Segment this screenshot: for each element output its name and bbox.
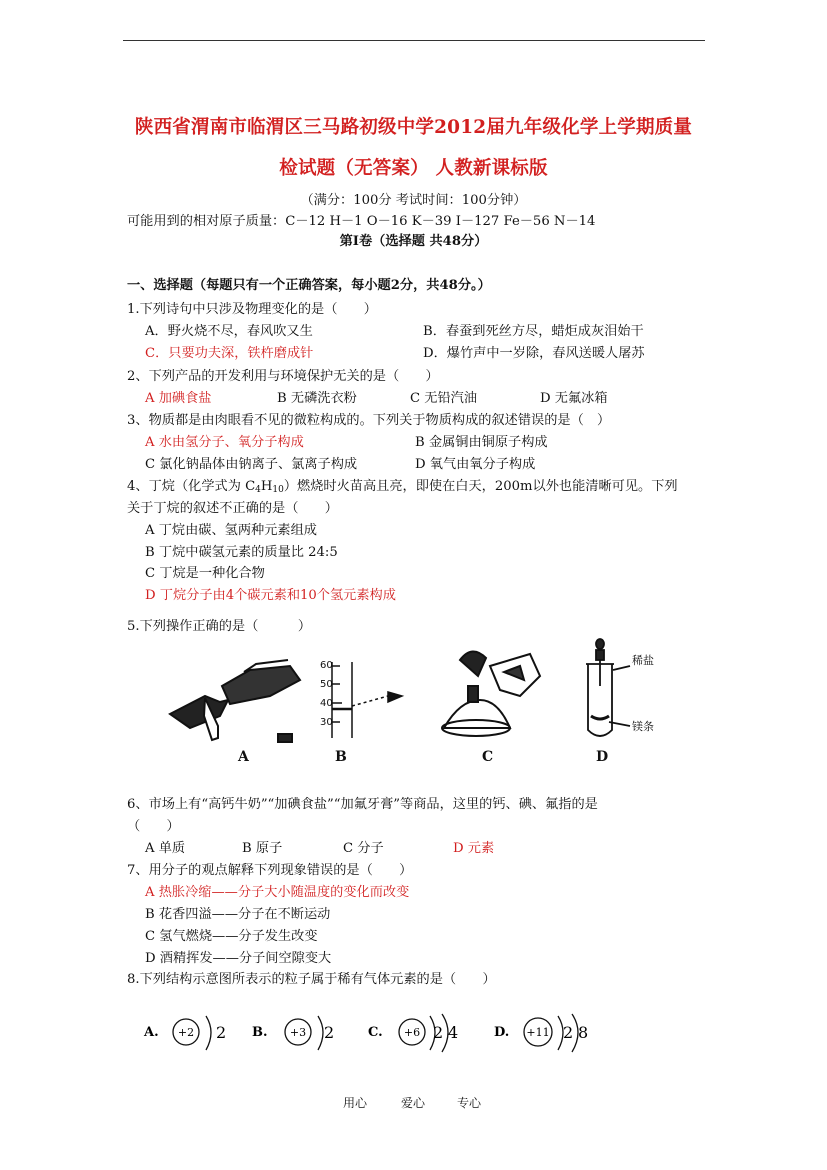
- q2-stem: 2、下列产品的开发利用与环境保护无关的是（ ）: [127, 369, 439, 384]
- q8-label-d: D.: [494, 1025, 510, 1040]
- q8-label-a: A.: [144, 1025, 159, 1040]
- q8-shell-a-1: 2: [216, 1023, 227, 1042]
- q7-option-d: D 酒精挥发——分子间空隙变大: [145, 951, 332, 966]
- q6-option-c: C 分子: [343, 841, 384, 856]
- q4-option-a: A 丁烷由碳、氢两种元素组成: [145, 523, 317, 538]
- q4-stem: 4、丁烷（化学式为 $C_4H_{10}$）燃烧时火苗高且亮，即使在白天，200m以外也能清晰可见。下列: [127, 479, 678, 495]
- q4-stem-2: 关于丁烷的叙述不正确的是（ ）: [127, 501, 338, 516]
- q5-scale-60: 60: [320, 660, 333, 671]
- q6-option-d: D 元素: [453, 841, 495, 856]
- page-title-line2: 检试题（无答案） 人教新课标版: [279, 158, 548, 179]
- q6-option-b: B 原子: [242, 841, 283, 856]
- q2-option-b: B 无磷洗衣粉: [277, 391, 357, 406]
- q3-stem: 3、物质都是由肉眼看不见的微粒构成的。下列关于物质构成的叙述错误的是（ ）: [127, 413, 611, 428]
- q5-figure-d-tube: [586, 639, 630, 736]
- q8-label-c: C.: [368, 1025, 383, 1040]
- q4-option-c: C 丁烷是一种化合物: [145, 566, 265, 581]
- q4-option-d: D 丁烷分子由4个碳元素和10个氢元素构成: [145, 588, 396, 603]
- atomic-masses: 可能用到的相对原子质量：C－12 H－1 O－16 K－39 I－127 Fe－56 N－14: [127, 214, 596, 229]
- q4-option-b: B 丁烷中碳氢元素的质量比 24:5: [145, 545, 338, 560]
- q8-shell-c-2: 4: [448, 1023, 459, 1042]
- q8-shell-d-2: 8: [578, 1023, 589, 1042]
- q2-option-c: C 无铅汽油: [410, 391, 478, 406]
- q8-nucleus-d: +11: [526, 1026, 550, 1039]
- q3-option-d: D 氧气由氧分子构成: [415, 457, 536, 472]
- exam-info: （满分：100分 考试时间：100分钟）: [300, 193, 527, 208]
- q1-option-b: B．春蚕到死丝方尽，蜡炬成灰泪始干: [423, 324, 644, 339]
- q7-option-b: B 花香四溢——分子在不断运动: [145, 907, 331, 922]
- q8-nucleus-b: +3: [289, 1026, 307, 1039]
- q3-option-c: C 氯化钠晶体由钠离子、氯离子构成: [145, 457, 358, 472]
- q8-nucleus-c: +6: [403, 1026, 421, 1039]
- q8-nucleus-a: +2: [177, 1026, 195, 1039]
- q5-figure-b-cylinder: [332, 662, 402, 738]
- q3-option-b: B 金属铜由铜原子构成: [415, 435, 548, 450]
- q8-figure: [140, 1008, 610, 1058]
- q5-label-c: C: [482, 749, 494, 765]
- q8-label-b: B.: [252, 1025, 268, 1040]
- q8-shell-d-1: 2: [563, 1023, 574, 1042]
- q1-option-c: C．只要功夫深，铁杵磨成针: [145, 346, 314, 361]
- q6-option-a: A 单质: [145, 841, 186, 856]
- q7-stem: 7、用分子的观点解释下列现象错误的是（ ）: [127, 863, 413, 878]
- q5-figure-a-pouring: [170, 660, 300, 742]
- footer-word-3: 专心: [457, 1096, 482, 1110]
- q5-label-d: D: [596, 749, 609, 765]
- q5-scale-50: 50: [320, 679, 333, 690]
- q8-shell-b-1: 2: [324, 1023, 335, 1042]
- q2-option-d: D 无氟冰箱: [540, 391, 608, 406]
- q1-stem: 1.下列诗句中只涉及物理变化的是（ ）: [127, 302, 377, 317]
- q5-label-mg: 镁条: [632, 720, 654, 733]
- q5-scale-30: 30: [320, 717, 333, 728]
- header-rule: [123, 40, 705, 41]
- q1-option-a: A．野火烧不尽，春风吹又生: [145, 324, 313, 339]
- volume-heading: 第Ⅰ卷（选择题 共48分）: [339, 234, 488, 249]
- q2-option-a: A 加碘食盐: [145, 391, 212, 406]
- q6-stem: 6、市场上有“高钙牛奶”“加碘食盐”“加氟牙膏”等商品，这里的钙、碘、氟指的是: [127, 797, 598, 812]
- footer-word-2: 爱心: [401, 1096, 426, 1110]
- section-heading: 一、选择题（每题只有一个正确答案，每小题2分，共48分。）: [127, 278, 491, 293]
- q5-label-b: B: [335, 749, 347, 765]
- q5-figure-c-lamp: [442, 651, 540, 736]
- page-title-line1: 陕西省渭南市临渭区三马路初级中学2012届九年级化学上学期质量: [134, 117, 693, 138]
- q5-stem: 5.下列操作正确的是（ ）: [127, 619, 312, 634]
- q5-label-a: A: [238, 749, 249, 765]
- q1-option-d: D．爆竹声中一岁除，春风送暖人屠苏: [423, 346, 645, 361]
- footer-word-1: 用心: [343, 1096, 368, 1110]
- q5-scale-40: 40: [320, 698, 333, 709]
- q6-stem-2: （ ）: [127, 819, 180, 834]
- q5-figure: [160, 636, 680, 768]
- q8-shell-c-1: 2: [433, 1023, 444, 1042]
- q5-label-acid: 稀盐: [632, 654, 654, 667]
- q7-option-a: A 热胀冷缩——分子大小随温度的变化而改变: [145, 885, 410, 900]
- q7-option-c: C 氢气燃烧——分子发生改变: [145, 929, 318, 944]
- q8-atom-d: [494, 1014, 588, 1052]
- q8-stem: 8.下列结构示意图所表示的粒子属于稀有气体元素的是（ ）: [127, 972, 496, 987]
- q8-atom-a: [143, 1016, 226, 1050]
- q8-atom-c: [368, 1014, 458, 1052]
- q3-option-a: A 水由氢分子、氧分子构成: [145, 435, 304, 450]
- q8-atom-b: [252, 1016, 334, 1050]
